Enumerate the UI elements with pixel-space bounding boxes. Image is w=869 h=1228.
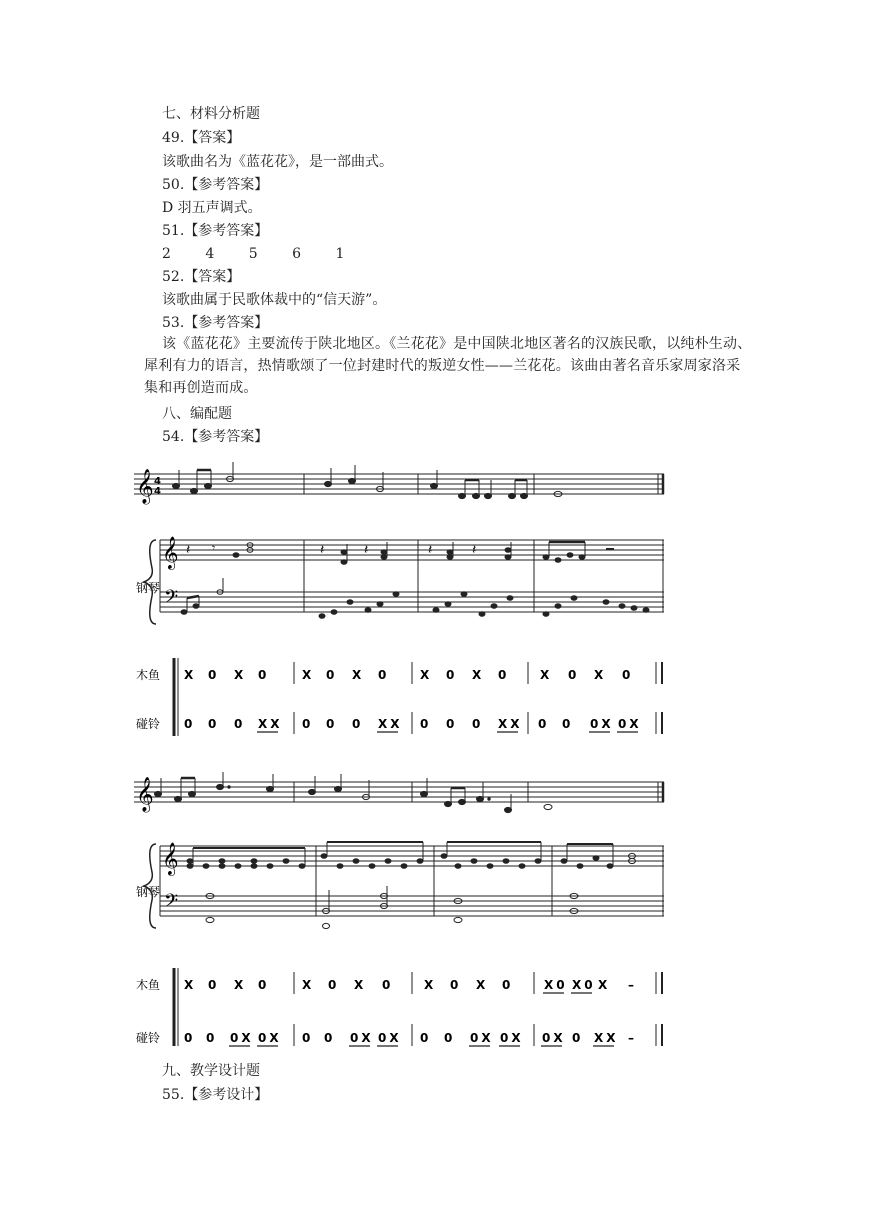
answer-53: 该《蓝花花》主要流传于陕北地区。《兰花花》是中国陕北地区著名的汉族民歌，以纯朴生动、犀利有力的语言，热情歌颂了一位封建时代的叛逆女性——兰花花。该曲由著名音乐家周家洛采集和再创造而成。 (144, 336, 752, 396)
rhythm-symbol: X (598, 978, 608, 992)
melody-staff-2 (134, 782, 664, 802)
treble-clef-icon: 𝄞 (162, 842, 179, 875)
time-signature-bottom: 4 (154, 486, 161, 497)
rhythm-symbol: 0X (258, 1031, 282, 1045)
bell-label: 碰铃 (136, 1031, 161, 1045)
section-heading-9: 九、教学设计题 (162, 1063, 260, 1079)
rhythm-symbol: X (540, 668, 550, 682)
melody-notes-1 (173, 462, 563, 499)
rhythm-symbol: 0 (444, 1031, 453, 1045)
treble-clef-icon: 𝄞 (136, 777, 154, 812)
svg-text:𝄽: 𝄽 (320, 542, 325, 558)
rhythm-symbol: 0 (378, 668, 387, 682)
rhythm-symbol: 0 (302, 717, 311, 731)
rhythm-symbol: 0 (446, 668, 455, 682)
rhythm-symbol: – (628, 1031, 634, 1045)
piano-staves-1 (160, 540, 664, 612)
rhythm-symbol: 0 (258, 668, 267, 682)
woodblock-label: 木鱼 (136, 978, 161, 992)
rhythm-symbol: 0 (446, 717, 455, 731)
rhythm-symbol: 0 (302, 1031, 311, 1045)
rhythm-symbol: X (476, 978, 486, 992)
rhythm-symbol: 0 (562, 717, 571, 731)
rhythm-symbol: 0 (208, 717, 217, 731)
rhythm-symbol: X (234, 978, 244, 992)
answer-51-value: 2 (162, 246, 171, 262)
rhythm-symbol: X (302, 668, 312, 682)
svg-text:𝄾: 𝄾 (212, 541, 216, 555)
music-score-system-1 (128, 456, 668, 754)
answer-51-value: 6 (292, 246, 302, 262)
rhythm-symbol: 0X (590, 717, 614, 731)
bell-rhythm-2 (184, 1031, 634, 1045)
answer-51-value: 1 (335, 246, 345, 262)
rhythm-symbol: X0 (572, 978, 596, 992)
question-49-label: 49.【答案】 (162, 130, 241, 146)
piano-staves-2 (160, 846, 664, 916)
rhythm-symbol: – (628, 978, 634, 992)
woodblock-rhythm-1 (184, 668, 630, 682)
rhythm-symbol: 0 (328, 978, 337, 992)
rhythm-symbol: XX (594, 1031, 619, 1045)
bell-label: 碰铃 (136, 717, 161, 731)
rhythm-symbol: XX (498, 717, 523, 731)
woodblock-rhythm-2 (184, 978, 634, 992)
rhythm-symbol: X (594, 668, 604, 682)
music-score-system-2 (128, 770, 668, 1054)
rhythm-symbol: 0 (324, 1031, 333, 1045)
question-55-label: 55.【参考设计】 (162, 1087, 269, 1103)
treble-clef-icon: 𝄞 (162, 536, 179, 569)
rhythm-symbol: X (420, 668, 430, 682)
rhythm-symbol: 0 (420, 717, 429, 731)
rhythm-symbol: 0 (472, 717, 481, 731)
rhythm-symbol: X (184, 978, 194, 992)
rhythm-symbol: 0X (500, 1031, 524, 1045)
rhythm-symbol: 0 (450, 978, 459, 992)
bass-clef-icon: 𝄢 (164, 587, 179, 612)
rhythm-symbol: 0 (382, 978, 391, 992)
rhythm-symbol: 0X (230, 1031, 254, 1045)
rhythm-symbol: 0 (258, 978, 267, 992)
rhythm-symbol: X (184, 668, 194, 682)
question-54-label: 54.【参考答案】 (162, 429, 269, 445)
rhythm-symbol: 0X (542, 1031, 566, 1045)
rhythm-symbol: 0 (622, 668, 631, 682)
question-53-label: 53.【参考答案】 (162, 315, 269, 331)
melody-staff-1 (134, 474, 664, 494)
rhythm-symbol: 0 (568, 668, 577, 682)
rhythm-symbol: 0 (498, 668, 507, 682)
rhythm-symbol: 0 (184, 717, 193, 731)
rhythm-symbol: 0 (206, 1031, 215, 1045)
answer-49: 该歌曲名为《蓝花花》，是一部曲式。 (162, 154, 393, 170)
rhythm-symbol: XX (258, 717, 283, 731)
svg-text:𝄽: 𝄽 (472, 542, 477, 558)
piano-label: 钢琴 (136, 885, 161, 899)
rhythm-symbol: 0 (420, 1031, 429, 1045)
question-52-label: 52.【答案】 (162, 269, 241, 285)
treble-clef-icon: 𝄞 (136, 469, 154, 504)
answer-52: 该歌曲属于民歌体裁中的“信天游”。 (162, 292, 387, 308)
section-heading-8: 八、编配题 (162, 406, 232, 422)
answer-51-value: 5 (248, 246, 258, 262)
rhythm-symbol: 0 (352, 717, 361, 731)
bell-rhythm-1 (184, 717, 642, 731)
rhythm-symbol: 0X (378, 1031, 402, 1045)
rhythm-symbol: X (354, 978, 364, 992)
rhythm-symbol: X (424, 978, 434, 992)
rhythm-symbol: 0 (208, 668, 217, 682)
answer-50: D 羽五声调式。 (162, 200, 262, 216)
rhythm-symbol: XX (378, 717, 403, 731)
rhythm-symbol: X0 (544, 978, 568, 992)
rhythm-symbol: 0 (326, 717, 335, 731)
rhythm-symbol: 0X (618, 717, 642, 731)
rhythm-symbol: 0 (208, 978, 217, 992)
woodblock-label: 木鱼 (136, 668, 161, 682)
rhythm-symbol: 0 (326, 668, 335, 682)
question-50-label: 50.【参考答案】 (162, 177, 269, 193)
rhythm-symbol: X (234, 668, 244, 682)
answer-51-value: 4 (205, 246, 215, 262)
percussion-bracket-1 (174, 658, 662, 736)
svg-text:𝄽: 𝄽 (186, 542, 191, 558)
section-heading-7: 七、材料分析题 (162, 106, 260, 122)
rhythm-symbol: 0 (572, 1031, 581, 1045)
svg-text:𝄽: 𝄽 (364, 542, 369, 558)
question-51-label: 51.【参考答案】 (162, 223, 269, 239)
answer-51-values (162, 244, 374, 264)
rhythm-symbol: X (472, 668, 482, 682)
piano-label: 钢琴 (136, 581, 161, 595)
time-signature-top: 4 (154, 476, 161, 487)
rhythm-symbol: 0X (470, 1031, 494, 1045)
rhythm-symbol: X (352, 668, 362, 682)
rhythm-symbol: 0 (502, 978, 511, 992)
rhythm-symbol: 0 (184, 1031, 193, 1045)
rhythm-symbol: 0 (234, 717, 243, 731)
rhythm-symbol: 0 (538, 717, 547, 731)
svg-text:𝄽: 𝄽 (428, 542, 433, 558)
rhythm-symbol: 0X (350, 1031, 374, 1045)
rhythm-symbol: X (302, 978, 312, 992)
bass-clef-icon: 𝄢 (164, 891, 179, 916)
